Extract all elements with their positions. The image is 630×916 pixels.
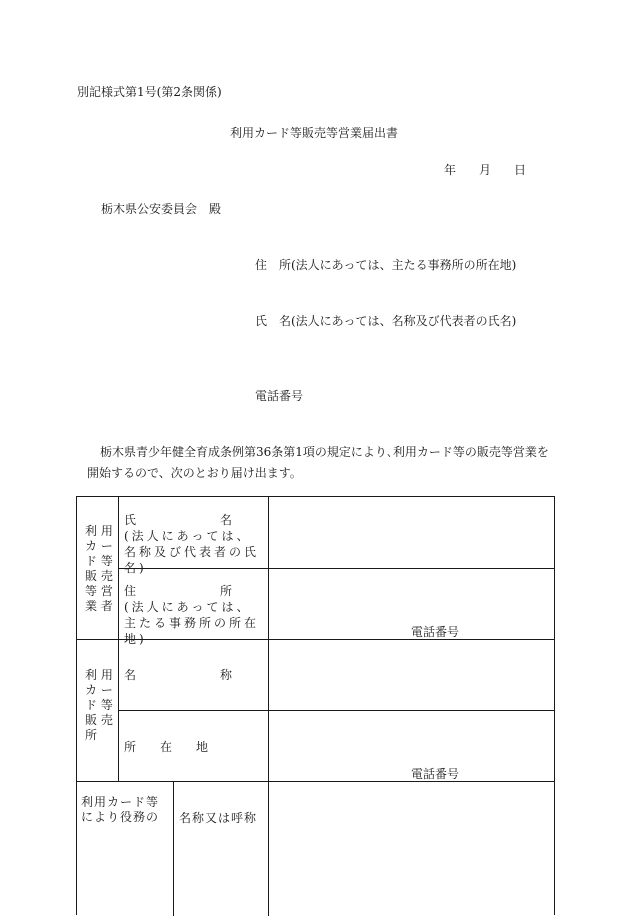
date-year-label: 年 bbox=[444, 163, 457, 177]
office-phone-label: 電話番号 bbox=[411, 767, 460, 781]
office-location-field[interactable] bbox=[273, 715, 549, 759]
section-sales-office-heading: 利 用 カ ー ド 等 販 売 所 bbox=[85, 668, 113, 742]
office-name-field[interactable] bbox=[273, 644, 549, 706]
registration-table bbox=[76, 496, 555, 915]
service-name-label: 名称又は呼称 bbox=[179, 811, 258, 825]
section-business-operator-heading: 利 用 カ ー ド 等 販 売 等 営 業 者 bbox=[85, 524, 113, 613]
operator-phone-label: 電話番号 bbox=[411, 625, 460, 639]
office-location-label: 所 在 地 bbox=[124, 740, 209, 754]
column-divider bbox=[118, 497, 119, 781]
office-name-label: 名 称 bbox=[124, 668, 233, 682]
date-day-label: 日 bbox=[514, 163, 527, 177]
declaration-text: 栃木県青少年健全育成条例第36条第1項の規定により､利用カード等の販売等営業を開始するので、次のとおり届け出ます。 bbox=[87, 445, 549, 480]
applicant-address-label: 住 所(法人にあっては、主たる事務所の所在地) bbox=[255, 258, 517, 272]
operator-address-label: 住 所 (法人にあっては、主たる事務所の所在地) bbox=[124, 584, 260, 646]
column-divider bbox=[173, 781, 174, 916]
operator-name-label: 氏 名 (法人にあっては、名称及び代表者の氏名) bbox=[124, 513, 260, 575]
row-divider bbox=[118, 710, 555, 711]
operator-name-field[interactable] bbox=[273, 501, 549, 563]
service-name-field[interactable] bbox=[273, 786, 549, 826]
date-month-label: 月 bbox=[479, 163, 492, 177]
form-number-label: 別記様式第1号(第2条関係) bbox=[77, 85, 222, 99]
column-divider bbox=[268, 497, 269, 916]
section-divider bbox=[77, 781, 555, 782]
applicant-name-label: 氏 名(法人にあっては、名称及び代表者の氏名) bbox=[255, 314, 517, 328]
applicant-phone-label: 電話番号 bbox=[255, 389, 304, 403]
section-service-heading: 利用カード等 により役務の bbox=[81, 795, 160, 824]
page-title: 利用カード等販売等営業届出書 bbox=[230, 126, 399, 140]
operator-address-field[interactable] bbox=[273, 573, 549, 617]
addressee: 栃木県公安委員会 殿 bbox=[101, 202, 222, 216]
